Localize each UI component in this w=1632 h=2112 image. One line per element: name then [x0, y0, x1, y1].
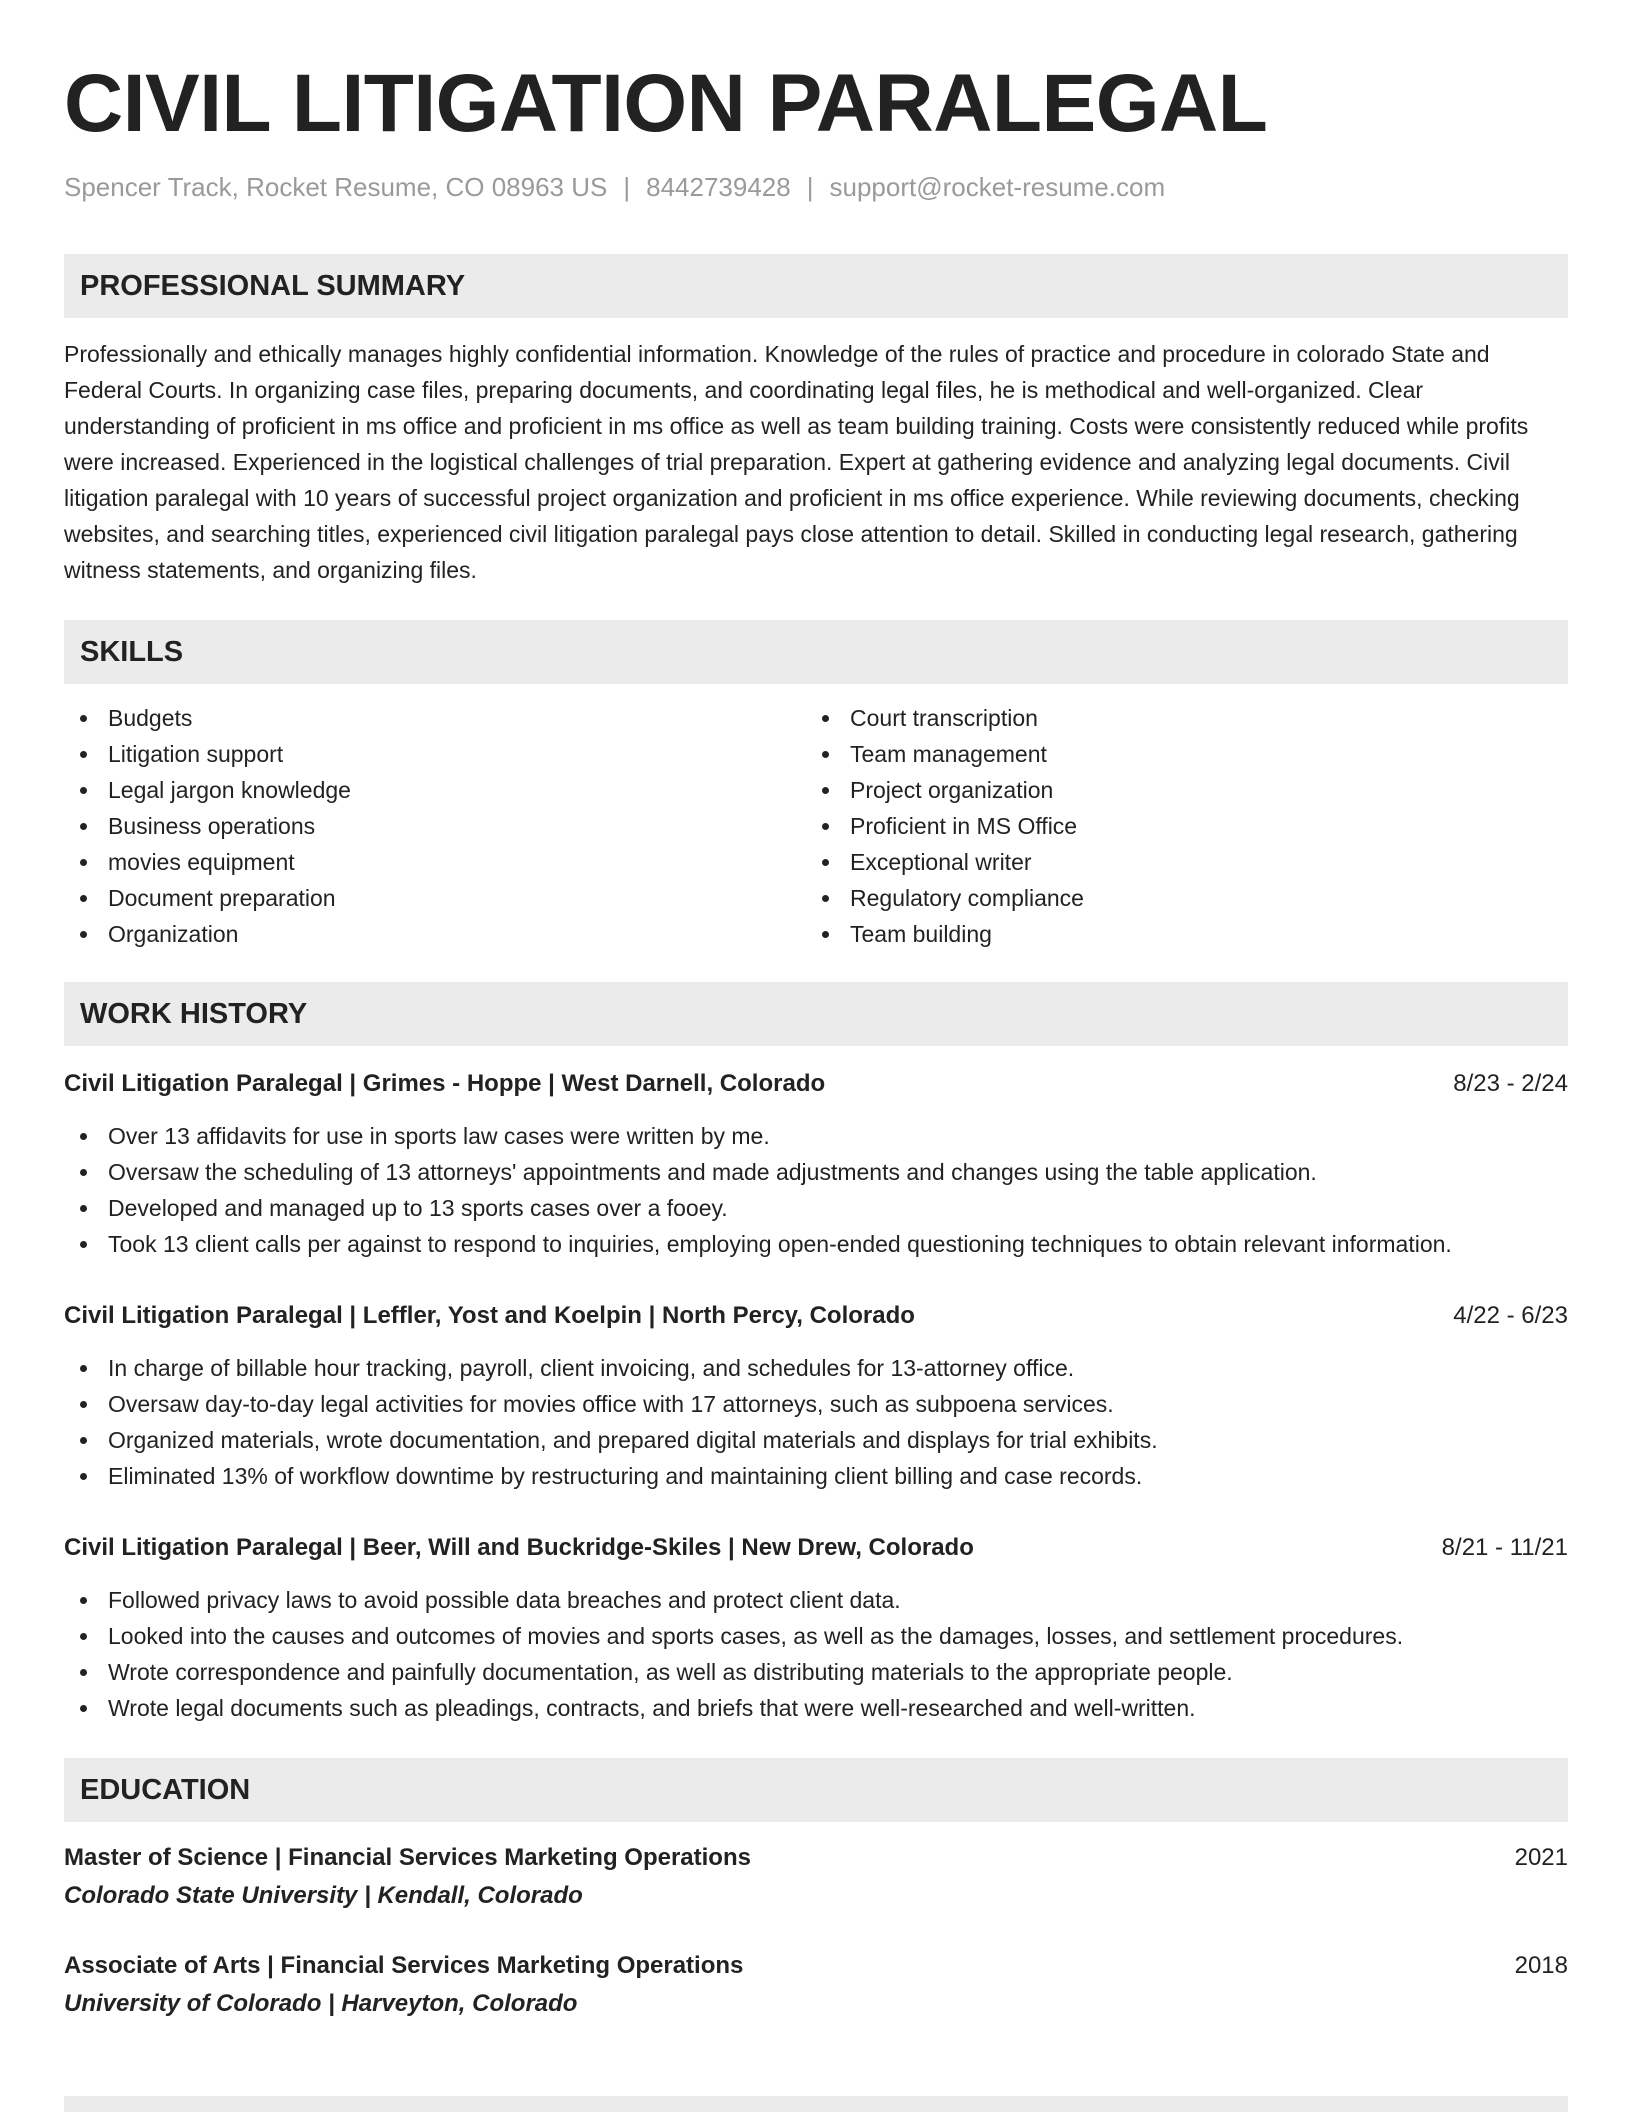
education-section-header: EDUCATION	[64, 1758, 1568, 1822]
job-bullet: Wrote correspondence and painfully documentation, as well as distributing materials to the appropriate people.	[64, 1654, 1568, 1690]
skill-item: movies equipment	[64, 844, 806, 880]
skill-item: Team management	[806, 736, 1548, 772]
job-title: Civil Litigation Paralegal | Leffler, Yost and Koelpin | North Percy, Colorado	[64, 1302, 915, 1329]
job-bullets	[64, 1350, 1568, 1494]
skill-item: Project organization	[806, 772, 1548, 808]
contact-email: support@rocket-resume.com	[829, 172, 1166, 202]
skill-item: Budgets	[64, 700, 806, 736]
skills-column-right	[806, 700, 1548, 952]
job-dates: 8/21 - 11/21	[1441, 1534, 1568, 1561]
education-entry	[64, 1840, 1568, 1916]
education-header	[64, 1840, 1568, 1876]
skill-item: Document preparation	[64, 880, 806, 916]
skill-item: Legal jargon knowledge	[64, 772, 806, 808]
skill-item: Regulatory compliance	[806, 880, 1548, 916]
contact-separator: |	[806, 172, 814, 202]
job-bullet: Eliminated 13% of workflow downtime by restructuring and maintaining client billing and case records.	[64, 1458, 1568, 1494]
skill-item: Business operations	[64, 808, 806, 844]
education-school: University of Colorado | Harveyton, Colorado	[64, 1990, 578, 2017]
job-header	[64, 1298, 1568, 1334]
job-bullet: Oversaw day-to-day legal activities for movies office with 17 attorneys, such as subpoena services.	[64, 1386, 1568, 1422]
job-bullet: Took 13 client calls per against to respond to inquiries, employing open-ended questioning techniques to obtain relevant information.	[64, 1226, 1568, 1262]
next-section-header-bar	[64, 2096, 1568, 2112]
job-bullet: Developed and managed up to 13 sports cases over a fooey.	[64, 1190, 1568, 1226]
job-bullet: Looked into the causes and outcomes of movies and sports cases, as well as the damages, losses, and settlement procedures.	[64, 1618, 1568, 1654]
job-bullet: In charge of billable hour tracking, payroll, client invoicing, and schedules for 13-attorney office.	[64, 1350, 1568, 1386]
job-title: Civil Litigation Paralegal | Beer, Will and Buckridge-Skiles | New Drew, Colorado	[64, 1534, 974, 1561]
resume-page	[64, 0, 1568, 2024]
skill-item: Court transcription	[806, 700, 1548, 736]
skill-item: Organization	[64, 916, 806, 952]
education-year: 2021	[1514, 1844, 1568, 1871]
job-title: Civil Litigation Paralegal | Grimes - Hoppe | West Darnell, Colorado	[64, 1070, 826, 1097]
skills-list	[64, 700, 1568, 952]
job-bullet: Oversaw the scheduling of 13 attorneys' appointments and made adjustments and changes using the table application.	[64, 1154, 1568, 1190]
contact-address: Spencer Track, Rocket Resume, CO 08963 US	[64, 172, 608, 202]
job-bullets	[64, 1582, 1568, 1726]
job-header	[64, 1530, 1568, 1566]
work-history-section-header: WORK HISTORY	[64, 982, 1568, 1046]
job-bullets	[64, 1118, 1568, 1262]
education-school: Colorado State University | Kendall, Colorado	[64, 1882, 583, 1909]
education-entry	[64, 1948, 1568, 2024]
contact-line	[64, 170, 1568, 204]
resume-title: CIVIL LITIGATION PARALEGAL	[64, 58, 1268, 149]
skill-item: Proficient in MS Office	[806, 808, 1548, 844]
skills-column-left	[64, 700, 806, 952]
contact-phone: 8442739428	[646, 172, 791, 202]
skill-item: Litigation support	[64, 736, 806, 772]
job-entry	[64, 1298, 1568, 1494]
job-header	[64, 1066, 1568, 1102]
education-degree: Master of Science | Financial Services Marketing Operations	[64, 1844, 751, 1871]
contact-separator: |	[623, 172, 631, 202]
summary-text: Professionally and ethically manages highly confidential information. Knowledge of the rules of practice and procedure in colorado State and Federal Courts. In organizing case files, preparing documents, and coordinating legal files, he is methodical and well-organized. Clear understanding of proficient in ms office and proficient in ms office as well as team building training. Costs were consistently reduced while profits were increased. Experienced in the logistical challenges of trial preparation. Expert at gathering evidence and analyzing legal documents. Civil litigation paralegal with 10 years of successful project organization and proficient in ms office experience. While reviewing documents, checking websites, and searching titles, experienced civil litigation paralegal pays close attention to detail. Skilled in conducting legal research, gathering witness statements, and organizing files.	[64, 341, 1529, 583]
education-header	[64, 1948, 1568, 1984]
job-bullet: Followed privacy laws to avoid possible data breaches and protect client data.	[64, 1582, 1568, 1618]
job-entry	[64, 1066, 1568, 1262]
education-year: 2018	[1514, 1952, 1568, 1979]
job-bullet: Over 13 affidavits for use in sports law cases were written by me.	[64, 1118, 1568, 1154]
education-degree: Associate of Arts | Financial Services Marketing Operations	[64, 1952, 744, 1979]
job-dates: 8/23 - 2/24	[1453, 1070, 1568, 1097]
skills-section-header: SKILLS	[64, 620, 1568, 684]
job-bullet: Wrote legal documents such as pleadings, contracts, and briefs that were well-researched and well-written.	[64, 1690, 1568, 1726]
job-bullet: Organized materials, wrote documentation, and prepared digital materials and displays for trial exhibits.	[64, 1422, 1568, 1458]
summary-section-header: PROFESSIONAL SUMMARY	[64, 254, 1568, 318]
skill-item: Team building	[806, 916, 1548, 952]
job-entry	[64, 1530, 1568, 1726]
job-dates: 4/22 - 6/23	[1453, 1302, 1568, 1329]
skill-item: Exceptional writer	[806, 844, 1548, 880]
